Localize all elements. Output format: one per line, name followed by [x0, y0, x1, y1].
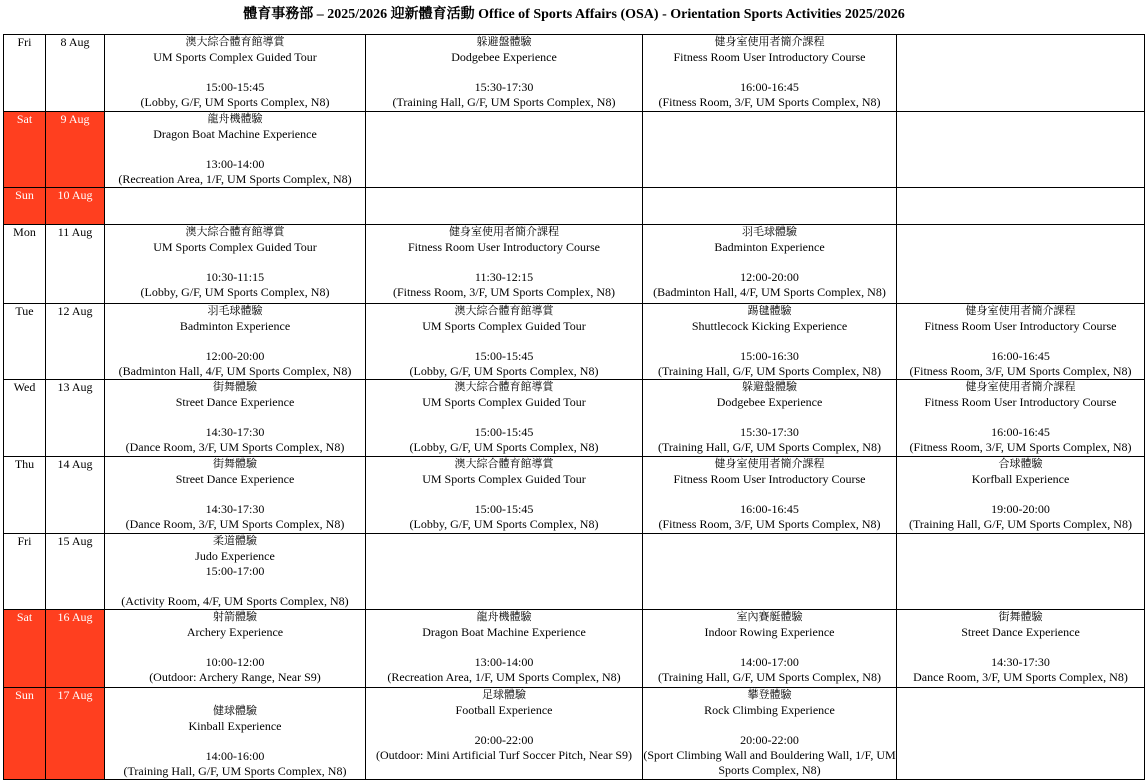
activity-cell: [105, 457, 366, 534]
activity-time: 15:00-15:45: [474, 502, 534, 516]
spacer: [105, 334, 365, 349]
date-cell: 12 Aug: [46, 304, 105, 380]
date-cell: 10 Aug: [46, 188, 105, 225]
empty-cell: [897, 225, 1145, 304]
activity-title-en: Street Dance Experience: [175, 472, 295, 486]
activity-title-zh: 攀登體驗: [747, 689, 792, 701]
empty-cell: [897, 534, 1145, 610]
activity-title-en: Badminton Experience: [714, 240, 825, 254]
activity-location: (Lobby, G/F, UM Sports Complex, N8): [409, 364, 599, 378]
activity-time: 14:30-17:30: [205, 502, 265, 516]
spacer: [897, 410, 1144, 425]
empty-cell: [897, 188, 1145, 225]
activity-title-en: Street Dance Experience: [961, 625, 1080, 639]
activity-cell: [643, 304, 897, 380]
day-cell: Sun: [4, 688, 46, 780]
activity-cell: [643, 225, 897, 304]
activity-cell: [643, 610, 897, 688]
activity-location: (Fitness Room, 3/F, UM Sports Complex, N8): [909, 364, 1132, 378]
activity-location: (Dance Room, 3/F, UM Sports Complex, N8): [125, 517, 345, 531]
table-row: [4, 188, 1145, 225]
schedule-table: [3, 34, 1145, 780]
day-cell: Sat: [4, 610, 46, 688]
spacer: [643, 640, 896, 655]
activity-title-zh: 羽毛球體驗: [207, 305, 263, 317]
date-cell: 11 Aug: [46, 225, 105, 304]
activity-time: 10:30-11:15: [205, 270, 265, 284]
activity-cell: [897, 610, 1145, 688]
activity-cell: [643, 688, 897, 780]
spacer: [366, 65, 642, 80]
activity-title-zh: 健身室使用者簡介課程: [449, 226, 559, 238]
activity-location: (Outdoor: Archery Range, Near S9): [149, 670, 321, 684]
activity-location: (Outdoor: Mini Artificial Turf Soccer Pitch, Near S9): [376, 748, 632, 762]
activity-cell: [897, 457, 1145, 534]
date-cell: 15 Aug: [46, 534, 105, 610]
activity-title-zh: 澳大綜合體育館導賞: [185, 36, 285, 48]
activity-location: (Badminton Hall, 4/F, UM Sports Complex, N8): [118, 364, 352, 378]
activity-title-en: Archery Experience: [186, 625, 284, 639]
activity-cell: [366, 304, 643, 380]
activity-title-en: Dodgebee Experience: [716, 395, 823, 409]
activity-title-zh: 街舞體驗: [213, 381, 257, 393]
activity-time: 13:00-14:00: [474, 655, 534, 669]
activity-title-en: Dragon Boat Machine Experience: [422, 625, 586, 639]
spacer: [366, 718, 642, 733]
activity-title-zh: 龍舟機體驗: [476, 611, 532, 623]
empty-cell: [643, 112, 897, 188]
activity-title-en: Fitness Room User Introductory Course: [673, 50, 866, 64]
table-row: [4, 380, 1145, 457]
activity-cell: [366, 380, 643, 457]
spacer: [366, 334, 642, 349]
activity-cell: [105, 225, 366, 304]
activity-time: 13:00-14:00: [205, 157, 265, 171]
activity-location: Dance Room, 3/F, UM Sports Complex, N8): [913, 670, 1128, 684]
activity-time: 16:00-16:45: [740, 502, 799, 516]
activity-title-zh: 合球體驗: [998, 458, 1043, 470]
activity-location: (Lobby, G/F, UM Sports Complex, N8): [140, 95, 330, 109]
date-cell: 16 Aug: [46, 610, 105, 688]
activity-title-zh: 射箭體驗: [213, 611, 257, 623]
activity-cell: [105, 610, 366, 688]
spacer: [366, 255, 642, 270]
activity-title-zh: 澳大綜合體育館導賞: [454, 381, 554, 393]
activity-cell: [366, 610, 643, 688]
table-row: [4, 534, 1145, 610]
activity-location: (Training Hall, G/F, UM Sports Complex, N8): [123, 764, 347, 778]
activity-title-en: Judo Experience: [195, 549, 275, 563]
activity-title-zh: 柔道體驗: [213, 535, 257, 547]
page-title: 體育事務部 – 2025/2026 迎新體育活動 Office of Sports Affairs (OSA) - Orientation Sports Activities 2025/2026: [243, 7, 905, 22]
activity-title-en: Football Experience: [455, 703, 553, 717]
activity-title-zh: 健身室使用者簡介課程: [714, 36, 825, 48]
activity-location: (Training Hall, G/F, UM Sports Complex, N8): [658, 440, 881, 454]
activity-location: (Badminton Hall, 4/F, UM Sports Complex, N8): [653, 285, 886, 299]
activity-title-zh: 健身室使用者簡介課程: [714, 458, 825, 470]
date-cell: 13 Aug: [46, 380, 105, 457]
activity-title-en: Rock Climbing Experience: [704, 703, 835, 717]
activity-title-zh: 澳大綜合體育館導賞: [454, 458, 554, 470]
activity-title-en: Kinball Experience: [188, 719, 282, 733]
table-row: [4, 112, 1145, 188]
activity-title-zh: 足球體驗: [482, 689, 526, 701]
spacer: [105, 579, 365, 594]
activity-time: 14:30-17:30: [205, 425, 265, 439]
activity-cell: [105, 688, 366, 780]
activity-cell: [897, 304, 1145, 380]
activity-time: 14:30-17:30: [991, 655, 1050, 669]
activity-time: 15:00-15:45: [474, 349, 534, 363]
spacer: [366, 487, 642, 502]
spacer: [897, 334, 1144, 349]
activity-time: 10:00-12:00: [205, 655, 265, 669]
activity-location: (Recreation Area, 1/F, UM Sports Complex, N8): [387, 670, 621, 684]
activity-title-en: UM Sports Complex Guided Tour: [153, 50, 317, 64]
table-row: [4, 610, 1145, 688]
activity-title-en: Dragon Boat Machine Experience: [153, 127, 317, 141]
spacer: [643, 718, 896, 733]
date-cell: 17 Aug: [46, 688, 105, 780]
activity-location: (Training Hall, G/F, UM Sports Complex, N8): [392, 95, 616, 109]
activity-cell: [366, 225, 643, 304]
activity-title-zh: 躲避盤體驗: [742, 381, 797, 393]
activity-time: 12:00-20:00: [205, 349, 265, 363]
empty-cell: [643, 534, 897, 610]
activity-title-en: UM Sports Complex Guided Tour: [422, 319, 586, 333]
empty-cell: [105, 188, 366, 225]
spacer: [105, 65, 365, 80]
activity-location: (Training Hall, G/F, UM Sports Complex, N8): [909, 517, 1132, 531]
activity-time: 16:00-16:45: [991, 349, 1050, 363]
activity-location: (Fitness Room, 3/F, UM Sports Complex, N8): [658, 95, 881, 109]
spacer: [366, 410, 642, 425]
activity-cell: [643, 35, 897, 112]
day-cell: Sun: [4, 188, 46, 225]
activity-title-zh: 街舞體驗: [998, 611, 1043, 623]
activity-title-en: Fitness Room User Introductory Course: [924, 395, 1117, 409]
activity-title-en: Street Dance Experience: [175, 395, 295, 409]
activity-title-en: Dodgebee Experience: [451, 50, 557, 64]
activity-title-zh: 健球體驗: [213, 705, 257, 717]
spacer: [105, 255, 365, 270]
spacer: [643, 255, 896, 270]
date-cell: 8 Aug: [46, 35, 105, 112]
table-row: [4, 457, 1145, 534]
table-row: [4, 304, 1145, 380]
spacer: [643, 410, 896, 425]
activity-time: 12:00-20:00: [740, 270, 799, 284]
activity-title-zh: 龍舟機體驗: [207, 113, 263, 125]
activity-cell: [105, 112, 366, 188]
day-cell: Tue: [4, 304, 46, 380]
activity-location: (Sport Climbing Wall and Bouldering Wall, 1/F, UM Sports Complex, N8): [643, 748, 896, 777]
activity-title-en: Fitness Room User Introductory Course: [673, 472, 866, 486]
date-cell: 14 Aug: [46, 457, 105, 534]
activity-time: 20:00-22:00: [740, 733, 799, 747]
activity-title-zh: 澳大綜合體育館導賞: [185, 226, 285, 238]
activity-time: 19:00-20:00: [991, 502, 1050, 516]
activity-title-en: Shuttlecock Kicking Experience: [691, 319, 848, 333]
activity-location: (Lobby, G/F, UM Sports Complex, N8): [409, 517, 599, 531]
activity-title-en: Indoor Rowing Experience: [704, 625, 835, 639]
spacer: [105, 487, 365, 502]
activity-cell: [366, 457, 643, 534]
activity-cell: [643, 380, 897, 457]
spacer: [897, 640, 1144, 655]
activity-location: (Training Hall, G/F, UM Sports Complex, N8): [658, 364, 881, 378]
spacer: [105, 640, 365, 655]
day-cell: Thu: [4, 457, 46, 534]
activity-location: (Fitness Room, 3/F, UM Sports Complex, N8): [909, 440, 1132, 454]
activity-title-en: Korfball Experience: [971, 472, 1070, 486]
activity-cell: [105, 380, 366, 457]
table-row: [4, 688, 1145, 780]
activity-title-zh: 羽毛球體驗: [742, 226, 797, 238]
activity-title-zh: 踢毽體驗: [747, 305, 792, 317]
activity-location: (Lobby, G/F, UM Sports Complex, N8): [140, 285, 330, 299]
activity-title-zh: 健身室使用者簡介課程: [965, 305, 1076, 317]
activity-location: (Lobby, G/F, UM Sports Complex, N8): [409, 440, 599, 454]
activity-title-en: UM Sports Complex Guided Tour: [422, 395, 586, 409]
activity-title-zh: 室內賽艇體驗: [736, 611, 803, 623]
activity-title-en: UM Sports Complex Guided Tour: [153, 240, 317, 254]
empty-cell: [897, 112, 1145, 188]
spacer: [643, 65, 896, 80]
activity-title-en: Badminton Experience: [179, 319, 291, 333]
activity-time: 15:00-16:30: [740, 349, 799, 363]
day-cell: Fri: [4, 35, 46, 112]
activity-cell: [105, 35, 366, 112]
activity-location: (Fitness Room, 3/F, UM Sports Complex, N8): [392, 285, 616, 299]
table-row: [4, 35, 1145, 112]
day-cell: Fri: [4, 534, 46, 610]
activity-title-zh: 街舞體驗: [213, 458, 257, 470]
spacer: [643, 334, 896, 349]
activity-time: 15:30-17:30: [740, 425, 799, 439]
activity-location: (Fitness Room, 3/F, UM Sports Complex, N8): [658, 517, 881, 531]
activity-location: (Recreation Area, 1/F, UM Sports Complex, N8): [118, 172, 352, 186]
activity-cell: [897, 380, 1145, 457]
empty-cell: [897, 35, 1145, 112]
activity-cell: [105, 534, 366, 610]
activity-time: 16:00-16:45: [740, 80, 799, 94]
empty-cell: [366, 188, 643, 225]
activity-title-zh: 健身室使用者簡介課程: [965, 381, 1076, 393]
activity-title-zh: 澳大綜合體育館導賞: [454, 305, 554, 317]
activity-location: (Dance Room, 3/F, UM Sports Complex, N8): [125, 440, 345, 454]
activity-cell: [105, 304, 366, 380]
activity-title-en: Fitness Room User Introductory Course: [408, 240, 600, 254]
empty-cell: [366, 112, 643, 188]
empty-cell: [897, 688, 1145, 780]
activity-cell: [643, 457, 897, 534]
activity-cell: [366, 688, 643, 780]
spacer: [643, 487, 896, 502]
activity-time: 14:00-17:00: [740, 655, 799, 669]
activity-location: (Activity Room, 4/F, UM Sports Complex, N8): [121, 594, 349, 608]
activity-title-en: UM Sports Complex Guided Tour: [422, 472, 586, 486]
activity-title-en: Fitness Room User Introductory Course: [924, 319, 1117, 333]
table-row: [4, 225, 1145, 304]
activity-location: (Training Hall, G/F, UM Sports Complex, N8): [658, 670, 881, 684]
activity-time: 15:00-15:45: [474, 425, 534, 439]
activity-time: 14:00-16:00: [205, 749, 265, 763]
day-cell: Wed: [4, 380, 46, 457]
empty-cell: [643, 188, 897, 225]
activity-time: 11:30-12:15: [474, 270, 534, 284]
spacer: [366, 640, 642, 655]
date-cell: 9 Aug: [46, 112, 105, 188]
activity-time: 20:00-22:00: [474, 733, 534, 747]
spacer: [105, 734, 365, 749]
activity-time: 16:00-16:45: [991, 425, 1050, 439]
spacer: [897, 487, 1144, 502]
spacer: [105, 410, 365, 425]
activity-time: 15:00-15:45: [205, 80, 265, 94]
spacer: [105, 142, 365, 157]
activity-time: 15:00-17:00: [205, 564, 265, 578]
activity-cell: [366, 35, 643, 112]
day-cell: Mon: [4, 225, 46, 304]
empty-cell: [366, 534, 643, 610]
day-cell: Sat: [4, 112, 46, 188]
activity-time: 15:30-17:30: [474, 80, 534, 94]
activity-title-zh: 躲避盤體驗: [476, 36, 532, 48]
